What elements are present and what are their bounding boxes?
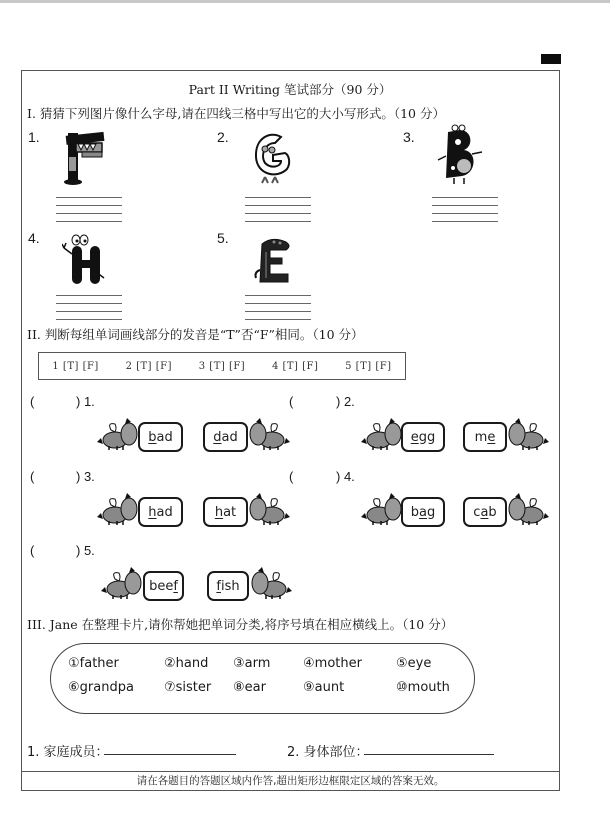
item-number: 2.	[217, 129, 229, 145]
item-number: 1.	[28, 129, 40, 145]
footer-divider	[21, 771, 560, 772]
dinosaur-letter-e-icon	[252, 234, 296, 288]
item-number: 4.	[28, 230, 40, 246]
word-item: ⑩mouth	[396, 680, 450, 695]
word-card: b ad	[138, 422, 183, 452]
writing-lines-5[interactable]	[245, 295, 311, 321]
writing-lines-3[interactable]	[432, 197, 498, 223]
answer-paren[interactable]: (	[30, 543, 35, 558]
footer-note: 请在各题目的答题区域内作答,超出矩形边框限定区域的答案无效。	[136, 775, 445, 787]
answer-option-5[interactable]: 5 [T] [F]	[345, 360, 392, 372]
donkey-left-icon	[97, 416, 141, 452]
word-item: ⑦sister	[164, 680, 212, 695]
section1-heading: I. 猜猜下列图片像什么字母,请在四线三格中写出它的大小写形式。（10 分）	[27, 106, 445, 121]
top-edge-bar	[0, 0, 610, 3]
word-item: ①father	[68, 656, 119, 671]
word-item: ⑨aunt	[303, 680, 345, 695]
answer-option-2[interactable]: 2 [T] [F]	[125, 360, 172, 372]
answer-paren[interactable]: (	[289, 394, 294, 409]
word-card: bee f	[143, 571, 184, 601]
true-false-answer-grid	[38, 352, 406, 380]
writing-lines-4[interactable]	[56, 295, 122, 321]
answer-paren[interactable]: (	[30, 394, 35, 409]
donkey-left-icon	[361, 416, 405, 452]
word-card: h ad	[138, 497, 183, 527]
donkey-left-icon	[97, 491, 141, 527]
family-members-label: 1. 家庭成员：	[27, 745, 109, 760]
word-card: h at	[203, 497, 248, 527]
question-label: ) 2.	[336, 394, 355, 409]
answer-option-3[interactable]: 3 [T] [F]	[198, 360, 246, 372]
word-item: ③arm	[233, 656, 271, 671]
question-label: ) 5.	[76, 543, 95, 558]
section2-heading: II. 判断每组单词画线部分的发音是“T”否“F”相同。（10 分）	[27, 327, 364, 342]
answer-paren[interactable]: (	[30, 469, 35, 484]
writing-lines-2[interactable]	[245, 197, 311, 223]
item-number: 3.	[403, 129, 415, 145]
page-title: Part II Writing 笔试部分（90 分）	[188, 82, 392, 97]
donkey-right-icon	[505, 416, 549, 452]
word-item: ⑧ear	[233, 680, 266, 695]
word-item: ④mother	[303, 656, 362, 671]
donkey-right-icon	[246, 491, 290, 527]
writing-lines-1[interactable]	[56, 197, 122, 223]
donkey-left-icon	[361, 491, 405, 527]
donkey-right-icon	[505, 491, 549, 527]
word-card: d ad	[203, 422, 248, 452]
question-label: ) 1.	[76, 394, 95, 409]
item-number: 5.	[217, 230, 229, 246]
answer-option-1[interactable]: 1 [T] [F]	[52, 360, 99, 372]
body-parts-answer-line[interactable]	[364, 754, 494, 755]
word-card: c a b	[463, 497, 507, 527]
donkey-right-icon	[248, 565, 292, 601]
word-card: e gg	[401, 422, 445, 452]
word-item: ⑤eye	[396, 656, 432, 671]
answer-option-4[interactable]: 4 [T] [F]	[271, 360, 319, 372]
word-item: ⑥grandpa	[68, 680, 134, 695]
word-bank	[50, 643, 475, 714]
word-item: ②hand	[164, 656, 209, 671]
alignment-mark	[541, 54, 561, 64]
crocodile-letter-f-icon	[62, 131, 106, 187]
section3-heading: III. Jane 在整理卡片,请你帮她把单词分类,将序号填在相应横线上。（10 分）	[27, 617, 454, 632]
word-card: m e	[463, 422, 507, 452]
question-label: ) 4.	[336, 469, 355, 484]
bird-letter-g-icon	[251, 129, 295, 187]
donkey-right-icon	[246, 416, 290, 452]
answer-paren[interactable]: (	[289, 469, 294, 484]
word-card: b a g	[401, 497, 445, 527]
waving-letter-h-icon	[62, 232, 108, 287]
word-card: f ish	[207, 571, 249, 601]
question-label: ) 3.	[76, 469, 95, 484]
donkey-left-icon	[101, 565, 145, 601]
character-letter-b-icon	[436, 124, 486, 188]
body-parts-label: 2. 身体部位：	[287, 745, 369, 760]
family-members-answer-line[interactable]	[104, 754, 236, 755]
